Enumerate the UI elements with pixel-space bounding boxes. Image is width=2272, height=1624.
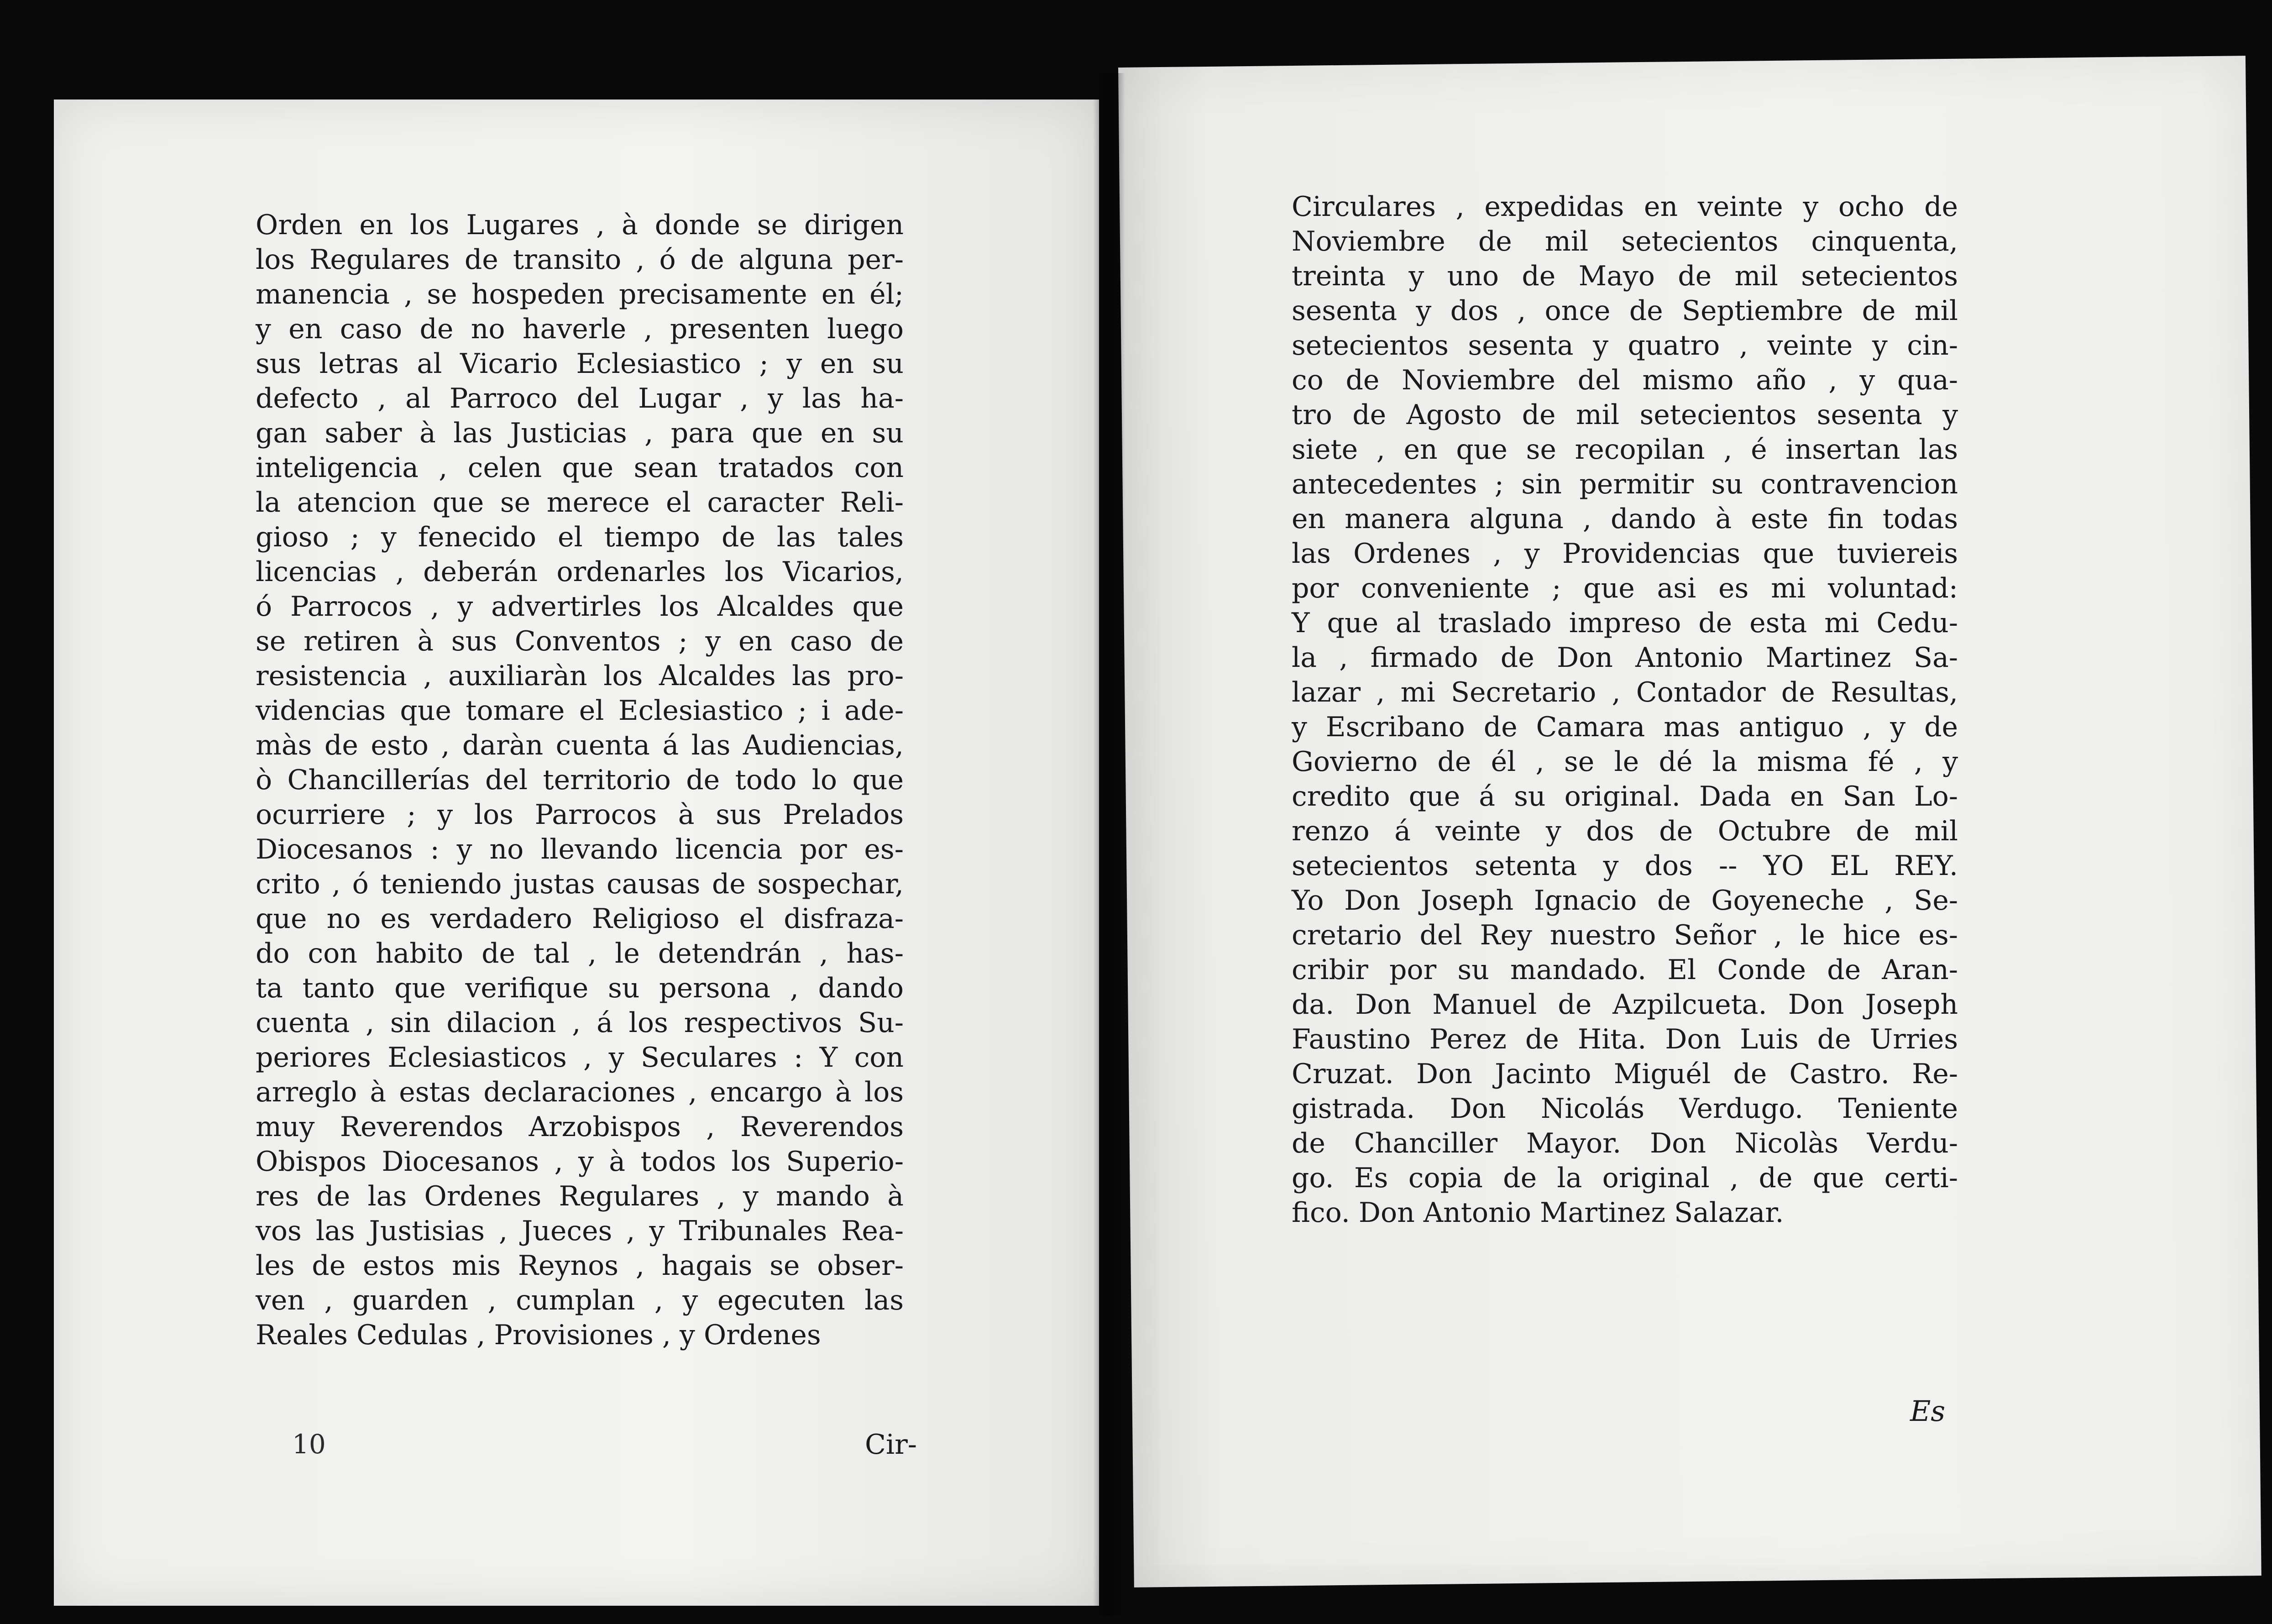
text-line: y Escribano de Camara mas antiguo , y de — [1292, 711, 1958, 743]
text-line: la , firmado de Don Antonio Martinez Sa- — [1292, 642, 1958, 674]
text-line: cretario del Rey nuestro Señor , le hice es- — [1292, 919, 1958, 951]
text-line: ocurriere ; y los Parrocos à sus Prelados — [256, 799, 904, 831]
text-line: lazar , mi Secretario , Contador de Resultas, — [1292, 676, 1958, 708]
text-line: la atencion que se merece el caracter Reli- — [256, 487, 904, 519]
text-line: setecientos setenta y dos -- YO EL REY. — [1292, 850, 1958, 882]
text-line: crito , ó teniendo justas causas de sospechar, — [256, 868, 904, 900]
text-line: da. Don Manuel de Azpilcueta. Don Joseph — [1292, 989, 1958, 1021]
text-line: Circulares , expedidas en veinte y ocho de — [1292, 191, 1958, 223]
text-line: Reales Cedulas , Provisiones , y Ordenes — [256, 1319, 821, 1351]
text-line: fico. Don Antonio Martinez Salazar. — [1292, 1197, 1784, 1229]
text-line: inteligencia , celen que sean tratados con — [256, 452, 904, 484]
text-line: antecedentes ; sin permitir su contravencion — [1292, 468, 1958, 500]
text-line: màs de esto , daràn cuenta á las Audiencias, — [256, 729, 904, 761]
text-line: credito que á su original. Dada en San Lo- — [1292, 781, 1958, 812]
text-line: vos las Justisias , Jueces , y Tribunales Rea- — [256, 1215, 904, 1247]
text-line: de Chanciller Mayor. Don Nicolàs Verdu- — [1292, 1127, 1958, 1159]
left-page-number: 10 — [292, 1429, 326, 1460]
text-line: defecto , al Parroco del Lugar , y las ha- — [256, 382, 904, 414]
text-line: Faustino Perez de Hita. Don Luis de Urries — [1292, 1023, 1958, 1055]
text-line: gan saber à las Justicias , para que en su — [256, 417, 904, 449]
left-catchword: Cir- — [865, 1429, 917, 1461]
text-line: y en caso de no haverle , presenten luego — [256, 313, 904, 345]
right-page-text — [1292, 189, 1958, 1230]
text-line: muy Reverendos Arzobispos , Reverendos — [256, 1111, 904, 1143]
text-line: do con habito de tal , le detendrán , has- — [256, 938, 904, 969]
right-catchword: Es — [1910, 1394, 1946, 1428]
text-line: los Regulares de transito , ó de alguna per- — [256, 244, 904, 276]
left-page-text — [256, 208, 904, 1352]
text-line: Y que al traslado impreso de esta mi Cedu- — [1292, 607, 1958, 639]
text-line: licencias , deberán ordenarles los Vicarios, — [256, 556, 904, 588]
text-line: Cruzat. Don Jacinto Miguél de Castro. Re- — [1292, 1058, 1958, 1090]
text-line: setecientos sesenta y quatro , veinte y cin- — [1292, 330, 1958, 361]
text-line: res de las Ordenes Regulares , y mando à — [256, 1180, 904, 1212]
text-line: se retiren à sus Conventos ; y en caso de — [256, 625, 904, 657]
text-line: ta tanto que verifique su persona , dando — [256, 972, 904, 1004]
text-line: les de estos mis Reynos , hagais se obser- — [256, 1250, 904, 1282]
text-line: Obispos Diocesanos , y à todos los Superio- — [256, 1146, 904, 1178]
text-line: sesenta y dos , once de Septiembre de mil — [1292, 295, 1958, 327]
text-line: por conveniente ; que asi es mi voluntad: — [1292, 572, 1958, 604]
text-line: periores Eclesiasticos , y Seculares : Y con — [256, 1042, 904, 1074]
text-line: gioso ; y fenecido el tiempo de las tales — [256, 521, 904, 553]
text-line: cribir por su mandado. El Conde de Aran- — [1292, 954, 1958, 986]
text-line: ven , guarden , cumplan , y egecuten las — [256, 1284, 904, 1316]
text-line: arreglo à estas declaraciones , encargo à los — [256, 1076, 904, 1108]
text-line: go. Es copia de la original , de que certi- — [1292, 1162, 1958, 1194]
text-line: renzo á veinte y dos de Octubre de mil — [1292, 815, 1958, 847]
text-line: cuenta , sin dilacion , á los respectivos Su- — [256, 1007, 904, 1039]
book-gutter — [1093, 73, 1125, 1616]
text-line: co de Noviembre del mismo año , y qua- — [1292, 364, 1958, 396]
text-line: Noviembre de mil setecientos cinquenta, — [1292, 225, 1958, 257]
text-line: siete , en que se recopilan , é insertan las — [1292, 434, 1958, 466]
text-line: Orden en los Lugares , à donde se dirigen — [256, 209, 904, 241]
text-line: ò Chancillerías del territorio de todo lo que — [256, 764, 904, 796]
text-line: gistrada. Don Nicolás Verdugo. Teniente — [1292, 1093, 1958, 1125]
text-line: las Ordenes , y Providencias que tuviereis — [1292, 538, 1958, 570]
text-line: Yo Don Joseph Ignacio de Goyeneche , Se- — [1292, 885, 1958, 917]
text-line: videncias que tomare el Eclesiastico ; i ade- — [256, 695, 904, 727]
text-line: manencia , se hospeden precisamente en él; — [256, 278, 904, 310]
text-line: Diocesanos : y no llevando licencia por es- — [256, 833, 904, 865]
text-line: que no es verdadero Religioso el disfraza- — [256, 903, 904, 935]
text-line: sus letras al Vicario Eclesiastico ; y en su — [256, 348, 904, 380]
text-line: en manera alguna , dando à este fin todas — [1292, 503, 1958, 535]
text-line: ó Parrocos , y advertirles los Alcaldes que — [256, 591, 904, 623]
text-line: Govierno de él , se le dé la misma fé , y — [1292, 746, 1958, 778]
text-line: tro de Agosto de mil setecientos sesenta y — [1292, 399, 1958, 431]
text-line: resistencia , auxiliaràn los Alcaldes las pro- — [256, 660, 904, 692]
text-line: treinta y uno de Mayo de mil setecientos — [1292, 260, 1958, 292]
